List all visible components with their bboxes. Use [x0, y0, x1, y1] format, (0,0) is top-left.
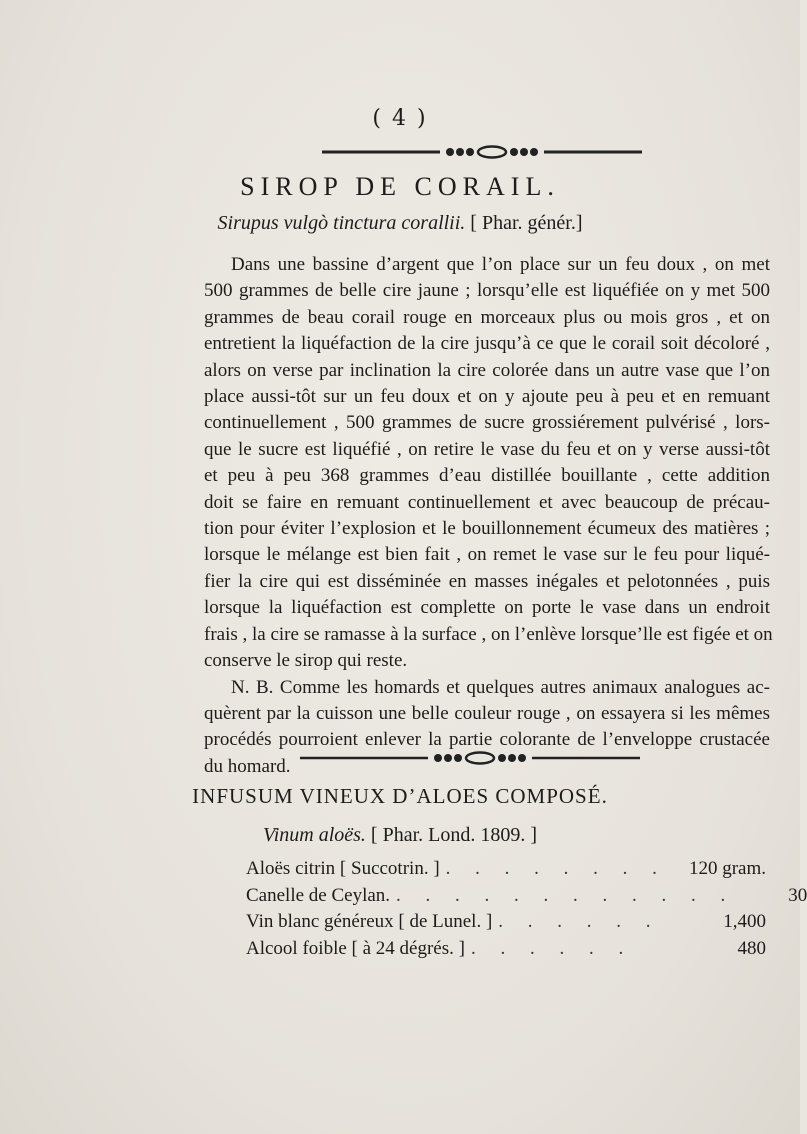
ingredient-list: [246, 856, 807, 962]
ingredient-quantity: 1,400: [723, 911, 766, 932]
text-line: conserve le sirop qui reste.: [204, 650, 408, 672]
paragraph-nota-bene: [204, 675, 770, 781]
page-number: ( 4 ): [372, 106, 428, 131]
subtitle-latin: Sirupus vulgò tinctura corallii.: [217, 212, 466, 234]
section-subtitle-sirop: [0, 212, 800, 235]
dot-leader: . . . . . .: [498, 911, 661, 932]
subtitle-latin: Vinum aloës.: [262, 824, 366, 846]
text-line: N. B. Comme les homards et quelques autres animaux analogues ac-: [231, 676, 770, 698]
ingredient-name: Alcool foible [ à 24 dégrés. ]: [246, 937, 465, 959]
text-line: fier la cire qui est disséminée en masses inégales et pelotonnées , puis: [204, 570, 770, 592]
text-line: procédés pourroient enlever la partie colorante de l’enveloppe crustacée: [204, 729, 770, 751]
section-subtitle-infusum: [0, 824, 800, 847]
text-line: grammes de beau corail rouge en morceaux plus ou mois gros , et on: [204, 306, 770, 328]
dot-leader: . . . . . . . .: [445, 858, 667, 879]
text-line: tion pour éviter l’explosion et le bouillonnement écumeux des matières ;: [204, 518, 770, 540]
text-line: quèrent par la cuisson une belle couleur rouge , on essayera si les mêmes: [204, 702, 770, 724]
body-text: [204, 252, 773, 780]
text-line: lorsque le mélange est bien fait , on remet le vase sur le feu pour liqué-: [204, 544, 770, 566]
ingredient-name: Canelle de Ceylan.: [246, 884, 391, 906]
ingredient-row: [246, 883, 807, 910]
ingredient-name: Vin blanc généreux [ de Lunel. ]: [246, 911, 493, 932]
section-title-sirop: SIROP DE CORAIL.: [240, 172, 560, 201]
dot-leader: . . . . . .: [470, 937, 634, 959]
text-line: doit se faire en remuant continuellement et avec beaucoup de précau-: [204, 491, 770, 513]
text-line: place aussi-tôt sur un feu doux et on y ajoute peu à peu et en remuant: [204, 386, 770, 408]
dot-leader: . . . . . . . . . . . .: [396, 884, 736, 906]
ingredient-name: Aloës citrin [ Succotrin. ]: [246, 858, 440, 879]
text-line: lorsque la liquéfaction est complette on porte le vase dans un endroit: [204, 597, 770, 619]
ingredient-quantity: 120 gram.: [688, 858, 766, 879]
text-line: continuellement , 500 grammes de sucre grossiérement pulvérisé , lors-: [204, 412, 770, 434]
text-line: 500 grammes de belle cire jaune ; lorsqu’elle est liquéfiée on y met 500: [204, 280, 770, 302]
text-line: du homard.: [204, 755, 291, 777]
text-line: alors on verse par inclination la cire colorée dans un autre vase que l’on: [204, 359, 770, 381]
text-line: et peu à peu 368 grammes d’eau distillée bouillante , cette addition: [204, 465, 770, 487]
ingredient-quantity: 30: [788, 884, 807, 906]
subtitle-reference: [ Phar. Lond. 1809. ]: [365, 824, 538, 846]
paragraph-method: [204, 252, 773, 675]
ingredient-row: [246, 856, 766, 883]
subtitle-reference: [ Phar. génér.]: [465, 212, 583, 234]
section-title-infusum: INFUSUM VINEUX D’ALOES COMPOSÉ.: [192, 784, 608, 808]
ingredient-row: [246, 936, 766, 963]
text-line: Dans une bassine d’argent que l’on place sur un feu doux , on met: [231, 254, 770, 275]
ornament-rule-top: [322, 146, 642, 158]
ingredient-quantity: 480: [737, 937, 766, 959]
text-line: frais , la cire se ramasse à la surface , on l’enlève lorsque’lle est figée et on: [204, 623, 773, 645]
ingredient-row: [246, 909, 766, 936]
text-line: entretient la liquéfaction de la cire jusqu’à ce que le corail soit décoloré ,: [204, 333, 770, 355]
text-line: que le sucre est liquéfié , on retire le vase du feu et on y verse aussi-tôt: [204, 438, 770, 460]
ornament-rule-middle: [300, 752, 640, 764]
